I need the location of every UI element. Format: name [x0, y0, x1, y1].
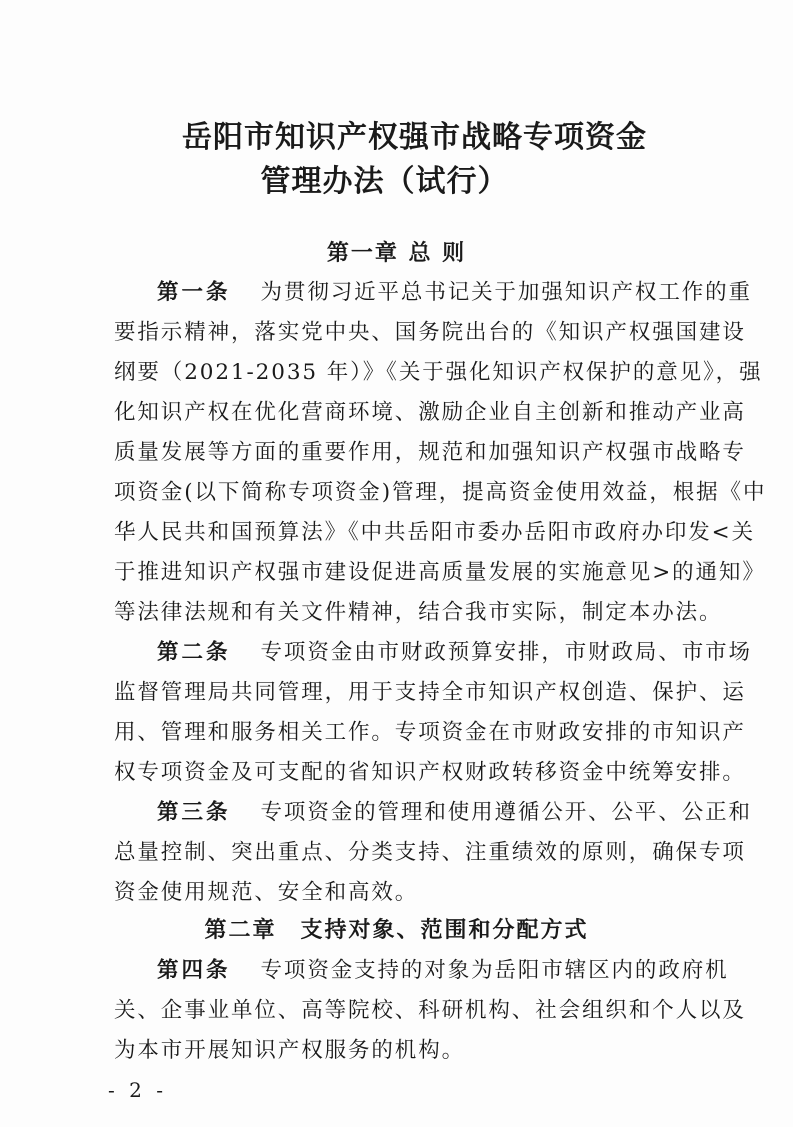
article-1-line: 项资金(以下简称专项资金)管理，提高资金使用效益，根据《中: [114, 480, 767, 505]
article-1-first-line: [157, 275, 752, 306]
article-3-label: 第三条: [157, 800, 231, 825]
article-1-label: 第一条: [157, 280, 231, 305]
article-2-line: 监督管理局共同管理，用于支持全市知识产权创造、保护、运: [114, 680, 746, 705]
article-1-line: 化知识产权在优化营商环境、激励企业自主创新和推动产业高: [114, 400, 746, 425]
article-1-line: 质量发展等方面的重要作用，规范和加强知识产权强市战略专: [114, 440, 746, 465]
article-2-line: 专项资金由市财政预算安排，市财政局、市市场: [260, 640, 752, 665]
article-1-line: 等法律法规和有关文件精神，结合我市实际，制定本办法。: [114, 600, 723, 625]
article-4-first-line: [157, 953, 729, 984]
document-title-line-1: 岳阳市知识产权强市战略专项资金: [182, 120, 647, 155]
article-2-label: 第二条: [157, 640, 231, 665]
article-1-line: 要指示精神，落实党中央、国务院出台的《知识产权强国建设: [114, 320, 746, 345]
article-2-line: 权专项资金及可支配的省知识产权财政转移资金中统筹安排。: [114, 760, 746, 785]
chapter-1-heading: 第一章 总 则: [326, 241, 467, 266]
document-title-line-2: 管理办法（试行）: [260, 164, 509, 199]
article-3-line: 专项资金的管理和使用遵循公开、公平、公正和: [260, 800, 752, 825]
article-3-line: 总量控制、突出重点、分类支持、注重绩效的原则，确保专项: [114, 840, 746, 865]
article-2-first-line: [157, 635, 752, 666]
article-4-label: 第四条: [157, 958, 231, 983]
article-1-line: 于推进知识产权强市建设促进高质量发展的实施意见>的通知》: [114, 560, 766, 585]
article-3-first-line: [157, 795, 752, 826]
article-4-line: 关、企事业单位、高等院校、科研机构、社会组织和个人以及: [114, 998, 746, 1023]
article-3-line: 资金使用规范、安全和高效。: [114, 880, 419, 905]
article-1-line: 华人民共和国预算法》《中共岳阳市委办岳阳市政府办印发<关: [114, 520, 755, 545]
article-1-line: 纲要（2021-2035 年）》《关于强化知识产权保护的意见》，强: [114, 360, 763, 385]
article-4-line: 为本市开展知识产权服务的机构。: [114, 1038, 466, 1063]
chapter-2-heading: 第二章 支持对象、范围和分配方式: [204, 918, 589, 943]
article-4-line: 专项资金支持的对象为岳阳市辖区内的政府机: [260, 958, 729, 983]
page-number: - 2 -: [108, 1078, 167, 1102]
article-1-line: 为贯彻习近平总书记关于加强知识产权工作的重: [260, 280, 752, 305]
article-2-line: 用、管理和服务相关工作。专项资金在市财政安排的市知识产: [114, 720, 746, 745]
